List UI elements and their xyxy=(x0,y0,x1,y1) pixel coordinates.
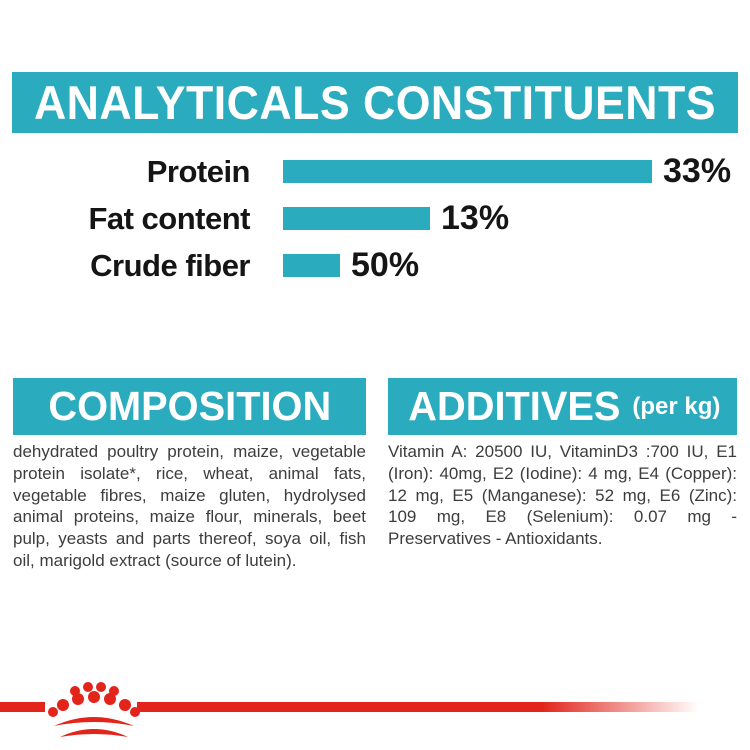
chart-bar xyxy=(283,160,652,183)
chart-row xyxy=(0,148,750,195)
chart-value-label: 50% xyxy=(351,246,420,284)
composition-section xyxy=(13,378,366,572)
analyticals-bar-chart xyxy=(0,148,750,289)
chart-value-label: 33% xyxy=(663,152,732,190)
chart-category-label: Crude fiber xyxy=(90,247,250,283)
chart-category-label: Protein xyxy=(146,153,250,189)
composition-header-band xyxy=(13,378,366,435)
chart-row xyxy=(0,242,750,289)
additives-text: Vitamin A: 20500 IU, VitaminD3 :700 IU, E1 (Iron): 40mg, E2 (Iodine): 4 mg, E4 (Copper): 12 mg, E5 (Manganese): 52 mg, E6 (Zinc): 109 mg, E8 (Selenium): 0.07 mg - Preservatives - Antioxidants. xyxy=(388,442,737,549)
additives-header-band xyxy=(388,378,737,435)
chart-value-label: 13% xyxy=(441,199,510,237)
chart-row xyxy=(0,195,750,242)
red-divider-right xyxy=(137,702,699,712)
analyticals-header-title: ANALYTICALS CONSTITUENTS xyxy=(33,76,717,129)
additives-unit-label: (per kg) xyxy=(632,392,721,420)
crown-icon xyxy=(48,681,140,741)
composition-header-title: COMPOSITION xyxy=(48,383,331,429)
red-divider-left xyxy=(0,702,45,712)
composition-text: dehydrated poultry protein, maize, vegetable protein isolate*, rice, wheat, animal fats, vegetable fibres, maize gluten, hydrolysed animal proteins, maize flour, minerals, beet pulp, yeasts and parts thereof, soya oil, fish oil, marigold extract (source of lutein). xyxy=(13,442,366,570)
chart-bar xyxy=(283,207,430,230)
additives-header-title: ADDITIVES xyxy=(407,383,621,429)
additives-section xyxy=(388,378,737,550)
chart-category-label: Fat content xyxy=(88,200,250,236)
chart-bar xyxy=(283,254,340,277)
analyticals-header-band xyxy=(12,72,738,133)
